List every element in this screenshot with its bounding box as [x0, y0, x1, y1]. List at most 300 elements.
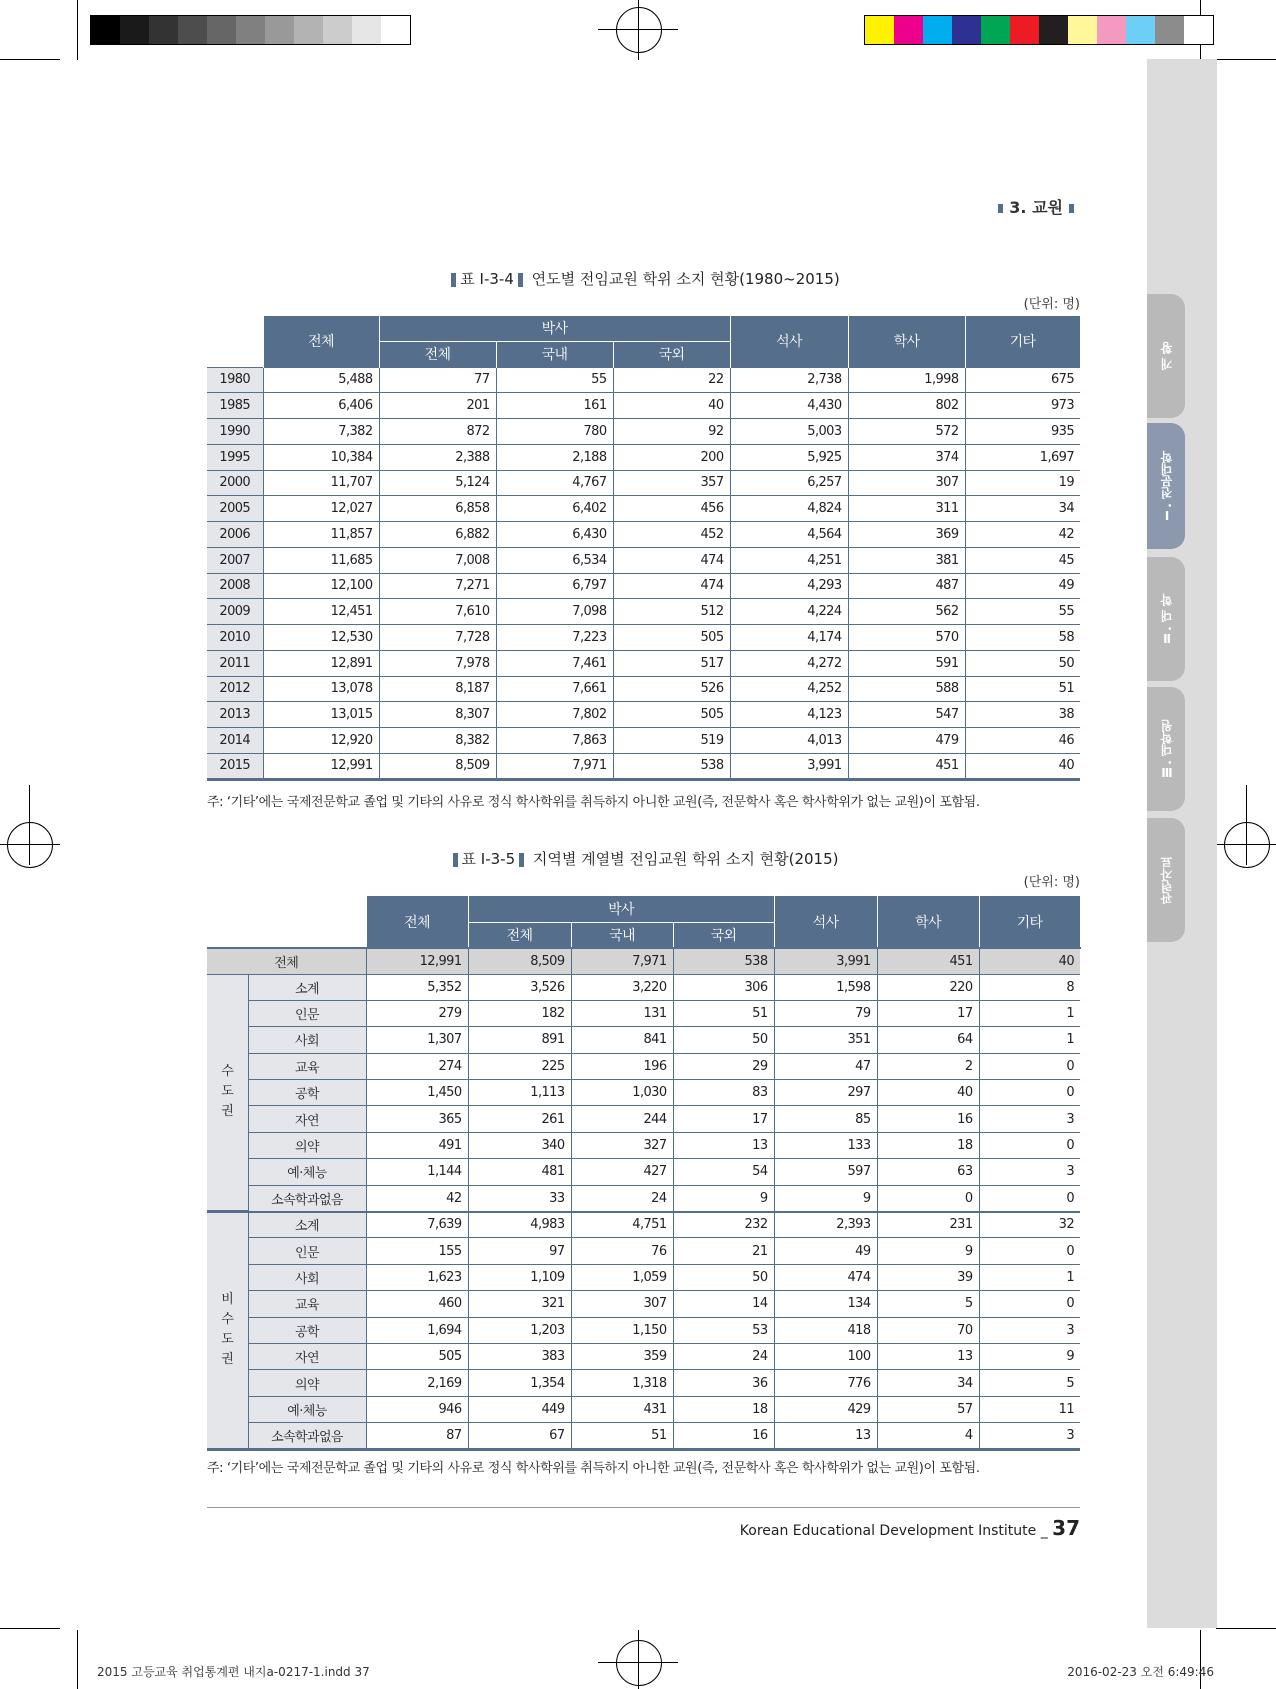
- value-cell: 5: [979, 1370, 1080, 1396]
- value-cell: 562: [848, 599, 965, 625]
- value-cell: 131: [571, 1000, 673, 1026]
- header-doctor-total: 전체: [468, 922, 571, 948]
- table-row: [207, 1423, 1080, 1449]
- value-cell: 38: [965, 702, 1080, 728]
- value-cell: 505: [613, 702, 730, 728]
- table1-title: [207, 268, 1080, 289]
- gray-color-bar: [90, 15, 411, 45]
- slug-timestamp: 2016-02-23 오전 6:49:46: [1067, 1665, 1214, 1679]
- value-cell: 935: [965, 419, 1080, 445]
- value-cell: 92: [613, 419, 730, 445]
- value-cell: 19: [965, 470, 1080, 496]
- value-cell: 841: [571, 1027, 673, 1053]
- value-cell: 1,109: [468, 1264, 571, 1290]
- color-swatch: [981, 16, 1010, 44]
- value-cell: 451: [877, 948, 979, 974]
- value-cell: 0: [979, 1080, 1080, 1106]
- value-cell: 225: [468, 1053, 571, 1079]
- field-cell: 자연: [248, 1106, 366, 1132]
- value-cell: 100: [774, 1343, 877, 1369]
- value-cell: 22: [613, 367, 730, 393]
- value-cell: 85: [774, 1106, 877, 1132]
- table-row: [207, 1343, 1080, 1369]
- table2-title: [207, 848, 1080, 869]
- field-cell: 교육: [248, 1053, 366, 1079]
- color-swatch: [178, 16, 207, 44]
- year-cell: 2012: [207, 676, 263, 702]
- value-cell: 8,509: [468, 948, 571, 974]
- value-cell: 3: [979, 1159, 1080, 1185]
- field-cell: 예·체능: [248, 1396, 366, 1422]
- field-cell: 인문: [248, 1238, 366, 1264]
- value-cell: 40: [979, 948, 1080, 974]
- value-cell: 6,257: [730, 470, 848, 496]
- footer-org: Korean Educational Development Institute _: [739, 1523, 1053, 1539]
- value-cell: 4,252: [730, 676, 848, 702]
- value-cell: 12,100: [263, 573, 379, 599]
- value-cell: 17: [673, 1106, 774, 1132]
- value-cell: 14: [673, 1291, 774, 1317]
- corner-cell: [207, 896, 366, 948]
- side-tab[interactable]: [1147, 423, 1185, 549]
- value-cell: 4,293: [730, 573, 848, 599]
- value-cell: 64: [877, 1027, 979, 1053]
- color-swatch: [91, 16, 120, 44]
- value-cell: 512: [613, 599, 730, 625]
- value-cell: 12,991: [263, 753, 379, 779]
- value-cell: 2,388: [379, 444, 496, 470]
- value-cell: 220: [877, 974, 979, 1000]
- value-cell: 351: [774, 1027, 877, 1053]
- field-cell: 인문: [248, 1000, 366, 1026]
- value-cell: 16: [877, 1106, 979, 1132]
- value-cell: 0: [979, 1291, 1080, 1317]
- value-cell: 374: [848, 444, 965, 470]
- value-cell: 588: [848, 676, 965, 702]
- field-cell: 사회: [248, 1264, 366, 1290]
- value-cell: 327: [571, 1132, 673, 1158]
- value-cell: 4,983: [468, 1212, 571, 1238]
- value-cell: 6,430: [496, 522, 613, 548]
- value-cell: 9: [979, 1343, 1080, 1369]
- table2-title-text: 지역별 계열별 전임교원 학위 소지 현황(2015): [532, 850, 839, 868]
- value-cell: 134: [774, 1291, 877, 1317]
- table-row: [207, 444, 1080, 470]
- value-cell: 6,406: [263, 393, 379, 419]
- field-cell: 공학: [248, 1080, 366, 1106]
- value-cell: 297: [774, 1080, 877, 1106]
- field-cell: 의약: [248, 1370, 366, 1396]
- value-cell: 182: [468, 1000, 571, 1026]
- year-cell: 2000: [207, 470, 263, 496]
- value-cell: 4: [877, 1423, 979, 1449]
- value-cell: 431: [571, 1396, 673, 1422]
- value-cell: 7,610: [379, 599, 496, 625]
- value-cell: 196: [571, 1053, 673, 1079]
- value-cell: 7,271: [379, 573, 496, 599]
- value-cell: 7,661: [496, 676, 613, 702]
- value-cell: 97: [468, 1238, 571, 1264]
- value-cell: 2,738: [730, 367, 848, 393]
- table-row: [207, 1185, 1080, 1211]
- table-row: [207, 974, 1080, 1000]
- value-cell: 279: [366, 1000, 468, 1026]
- table-row: [207, 1264, 1080, 1290]
- color-swatch: [352, 16, 381, 44]
- value-cell: 4,013: [730, 728, 848, 754]
- value-cell: 83: [673, 1080, 774, 1106]
- value-cell: 55: [496, 367, 613, 393]
- value-cell: 55: [965, 599, 1080, 625]
- value-cell: 4,751: [571, 1212, 673, 1238]
- value-cell: 3,526: [468, 974, 571, 1000]
- row-label: 전체: [207, 948, 366, 974]
- value-cell: 244: [571, 1106, 673, 1132]
- value-cell: 54: [673, 1159, 774, 1185]
- side-tab[interactable]: [1147, 294, 1185, 418]
- value-cell: 7,802: [496, 702, 613, 728]
- value-cell: 7,728: [379, 625, 496, 651]
- value-cell: 597: [774, 1159, 877, 1185]
- color-swatch: [294, 16, 323, 44]
- value-cell: 8,307: [379, 702, 496, 728]
- value-cell: 261: [468, 1106, 571, 1132]
- value-cell: 6,858: [379, 496, 496, 522]
- color-swatch: [1184, 16, 1213, 44]
- value-cell: 133: [774, 1132, 877, 1158]
- value-cell: 40: [965, 753, 1080, 779]
- side-tab-label: Ⅰ. 전문대학: [1159, 450, 1174, 522]
- table-row: [207, 753, 1080, 779]
- value-cell: 1,030: [571, 1080, 673, 1106]
- value-cell: 474: [613, 573, 730, 599]
- value-cell: 6,534: [496, 547, 613, 573]
- value-cell: 11: [979, 1396, 1080, 1422]
- color-swatch: [323, 16, 352, 44]
- value-cell: 3: [979, 1317, 1080, 1343]
- side-tab[interactable]: [1147, 687, 1185, 811]
- value-cell: 274: [366, 1053, 468, 1079]
- header-bachelor: 학사: [848, 316, 965, 367]
- region-group-label: [207, 1212, 248, 1450]
- color-swatch: [149, 16, 178, 44]
- header-domestic: 국내: [571, 922, 673, 948]
- value-cell: 8,187: [379, 676, 496, 702]
- value-cell: 12,891: [263, 650, 379, 676]
- section-header-text: 3. 교원: [1009, 198, 1063, 217]
- square-bullet-icon: [998, 204, 1003, 213]
- value-cell: 1,998: [848, 367, 965, 393]
- value-cell: 4,564: [730, 522, 848, 548]
- value-cell: 776: [774, 1370, 877, 1396]
- side-tab-label: Ⅲ. 대학원: [1159, 719, 1174, 779]
- value-cell: 18: [877, 1132, 979, 1158]
- value-cell: 51: [673, 1000, 774, 1026]
- value-cell: 570: [848, 625, 965, 651]
- value-cell: 8: [979, 974, 1080, 1000]
- table-row: [207, 367, 1080, 393]
- value-cell: 1,598: [774, 974, 877, 1000]
- value-cell: 13,078: [263, 676, 379, 702]
- header-doctor: 박사: [379, 316, 730, 341]
- table-row: [207, 1238, 1080, 1264]
- value-cell: 340: [468, 1132, 571, 1158]
- value-cell: 7,971: [571, 948, 673, 974]
- value-cell: 11,685: [263, 547, 379, 573]
- value-cell: 5,003: [730, 419, 848, 445]
- table-row: [207, 1000, 1080, 1026]
- value-cell: 7,008: [379, 547, 496, 573]
- header-master: 석사: [774, 896, 877, 948]
- bar-icon: [453, 853, 458, 867]
- process-color-bar: [864, 15, 1214, 45]
- value-cell: 1,623: [366, 1264, 468, 1290]
- table-row: [207, 496, 1080, 522]
- value-cell: 11,707: [263, 470, 379, 496]
- field-cell: 사회: [248, 1027, 366, 1053]
- value-cell: 200: [613, 444, 730, 470]
- table1-unit: (단위: 명): [1023, 297, 1080, 312]
- table-row: [207, 522, 1080, 548]
- value-cell: 16: [673, 1423, 774, 1449]
- table-row: [207, 419, 1080, 445]
- value-cell: 12,451: [263, 599, 379, 625]
- color-swatch: [865, 16, 894, 44]
- field-cell: 소속학과없음: [248, 1423, 366, 1449]
- value-cell: 1,150: [571, 1317, 673, 1343]
- value-cell: 34: [877, 1370, 979, 1396]
- value-cell: 7,978: [379, 650, 496, 676]
- color-swatch: [1039, 16, 1068, 44]
- value-cell: 3,220: [571, 974, 673, 1000]
- value-cell: 4,174: [730, 625, 848, 651]
- value-cell: 307: [571, 1291, 673, 1317]
- color-swatch: [1068, 16, 1097, 44]
- table-row: [207, 1080, 1080, 1106]
- value-cell: 427: [571, 1159, 673, 1185]
- table-row: [207, 650, 1080, 676]
- value-cell: 5,925: [730, 444, 848, 470]
- value-cell: 58: [965, 625, 1080, 651]
- value-cell: 53: [673, 1317, 774, 1343]
- side-tab-label: Ⅱ. 대 학: [1159, 593, 1174, 645]
- year-cell: 2011: [207, 650, 263, 676]
- year-cell: 2015: [207, 753, 263, 779]
- value-cell: 63: [877, 1159, 979, 1185]
- table-row: [207, 1106, 1080, 1132]
- value-cell: 45: [965, 547, 1080, 573]
- value-cell: 474: [613, 547, 730, 573]
- table-row: [207, 547, 1080, 573]
- value-cell: 538: [613, 753, 730, 779]
- value-cell: 357: [613, 470, 730, 496]
- region-group-label: [207, 974, 248, 1212]
- total-row: [207, 948, 1080, 974]
- header-other: 기타: [965, 316, 1080, 367]
- value-cell: 9: [673, 1185, 774, 1211]
- value-cell: 4,123: [730, 702, 848, 728]
- side-tab[interactable]: [1147, 557, 1185, 681]
- value-cell: 70: [877, 1317, 979, 1343]
- value-cell: 49: [774, 1238, 877, 1264]
- table1: [207, 316, 1081, 781]
- bar-icon: [519, 853, 524, 867]
- value-cell: 32: [979, 1212, 1080, 1238]
- color-swatch: [120, 16, 149, 44]
- corner-cell: [207, 316, 263, 367]
- field-cell: 의약: [248, 1132, 366, 1158]
- header-other: 기타: [979, 896, 1080, 948]
- color-swatch: [1155, 16, 1184, 44]
- region-name: 비 수 도 권: [221, 1292, 234, 1368]
- value-cell: 67: [468, 1423, 571, 1449]
- value-cell: 1,059: [571, 1264, 673, 1290]
- value-cell: 2: [877, 1053, 979, 1079]
- year-cell: 2008: [207, 573, 263, 599]
- value-cell: 3: [979, 1423, 1080, 1449]
- value-cell: 10,384: [263, 444, 379, 470]
- value-cell: 1,113: [468, 1080, 571, 1106]
- value-cell: 87: [366, 1423, 468, 1449]
- year-cell: 2013: [207, 702, 263, 728]
- value-cell: 79: [774, 1000, 877, 1026]
- value-cell: 460: [366, 1291, 468, 1317]
- value-cell: 307: [848, 470, 965, 496]
- color-swatch: [1010, 16, 1039, 44]
- page-number: 37: [1052, 1516, 1080, 1540]
- header-doctor-total: 전체: [379, 341, 496, 367]
- bar-icon: [451, 273, 456, 287]
- value-cell: 802: [848, 393, 965, 419]
- color-swatch: [236, 16, 265, 44]
- side-tab-label: 개 황: [1159, 341, 1174, 371]
- color-swatch: [265, 16, 294, 44]
- value-cell: 311: [848, 496, 965, 522]
- header-doctor: 박사: [468, 896, 774, 922]
- field-cell: 소계: [248, 1212, 366, 1238]
- value-cell: 675: [965, 367, 1080, 393]
- value-cell: 13,015: [263, 702, 379, 728]
- page-footer: [740, 1516, 1080, 1540]
- value-cell: 591: [848, 650, 965, 676]
- value-cell: 383: [468, 1343, 571, 1369]
- value-cell: 50: [673, 1264, 774, 1290]
- value-cell: 11,857: [263, 522, 379, 548]
- value-cell: 452: [613, 522, 730, 548]
- value-cell: 1,450: [366, 1080, 468, 1106]
- header-total: 전체: [366, 896, 468, 948]
- slug-filename: 2015 고등교육 취업통계편 내지a-0217-1.indd 37: [97, 1665, 370, 1679]
- year-cell: 1990: [207, 419, 263, 445]
- value-cell: 12,027: [263, 496, 379, 522]
- table2: [207, 896, 1081, 1451]
- value-cell: 1,203: [468, 1317, 571, 1343]
- value-cell: 891: [468, 1027, 571, 1053]
- value-cell: 429: [774, 1396, 877, 1422]
- table-row: [207, 676, 1080, 702]
- value-cell: 8,382: [379, 728, 496, 754]
- value-cell: 946: [366, 1396, 468, 1422]
- value-cell: 1: [979, 1027, 1080, 1053]
- value-cell: 24: [571, 1185, 673, 1211]
- side-tab[interactable]: [1147, 818, 1185, 942]
- value-cell: 0: [979, 1238, 1080, 1264]
- value-cell: 505: [366, 1343, 468, 1369]
- value-cell: 39: [877, 1264, 979, 1290]
- value-cell: 18: [673, 1396, 774, 1422]
- value-cell: 5: [877, 1291, 979, 1317]
- value-cell: 7,461: [496, 650, 613, 676]
- value-cell: 13: [877, 1343, 979, 1369]
- table-row: [207, 702, 1080, 728]
- year-cell: 2005: [207, 496, 263, 522]
- table1-note: 주: ‘기타’에는 국제전문학교 졸업 및 기타의 사유로 정식 학사학위를 취득하지 아니한 교원(즉, 전문학사 혹은 학사학위가 없는 교원)이 포함됨.: [207, 795, 980, 810]
- value-cell: 6,882: [379, 522, 496, 548]
- value-cell: 517: [613, 650, 730, 676]
- value-cell: 7,639: [366, 1212, 468, 1238]
- value-cell: 973: [965, 393, 1080, 419]
- color-swatch: [207, 16, 236, 44]
- value-cell: 13: [673, 1132, 774, 1158]
- value-cell: 7,971: [496, 753, 613, 779]
- field-cell: 소계: [248, 974, 366, 1000]
- table-row: [207, 1027, 1080, 1053]
- table1-title-text: 연도별 전임교원 학위 소지 현황(1980~2015): [531, 270, 840, 288]
- value-cell: 12,991: [366, 948, 468, 974]
- value-cell: 40: [613, 393, 730, 419]
- table-row: [207, 1291, 1080, 1317]
- color-swatch: [1126, 16, 1155, 44]
- year-cell: 1980: [207, 367, 263, 393]
- value-cell: 572: [848, 419, 965, 445]
- value-cell: 9: [877, 1238, 979, 1264]
- value-cell: 505: [613, 625, 730, 651]
- value-cell: 5,488: [263, 367, 379, 393]
- table-row: [207, 1132, 1080, 1158]
- year-cell: 2014: [207, 728, 263, 754]
- value-cell: 6,797: [496, 573, 613, 599]
- value-cell: 12,920: [263, 728, 379, 754]
- value-cell: 12,530: [263, 625, 379, 651]
- value-cell: 57: [877, 1396, 979, 1422]
- value-cell: 42: [366, 1185, 468, 1211]
- value-cell: 474: [774, 1264, 877, 1290]
- value-cell: 46: [965, 728, 1080, 754]
- color-swatch: [1097, 16, 1126, 44]
- field-cell: 자연: [248, 1343, 366, 1369]
- value-cell: 0: [877, 1185, 979, 1211]
- value-cell: 3,991: [730, 753, 848, 779]
- value-cell: 6,402: [496, 496, 613, 522]
- value-cell: 0: [979, 1185, 1080, 1211]
- value-cell: 1,354: [468, 1370, 571, 1396]
- value-cell: 369: [848, 522, 965, 548]
- table1-number: 표 Ⅰ-3-4: [460, 270, 514, 288]
- value-cell: 7,223: [496, 625, 613, 651]
- value-cell: 7,098: [496, 599, 613, 625]
- square-bullet-icon: [1069, 204, 1074, 213]
- value-cell: 21: [673, 1238, 774, 1264]
- value-cell: 49: [965, 573, 1080, 599]
- value-cell: 4,251: [730, 547, 848, 573]
- table-row: [207, 1053, 1080, 1079]
- value-cell: 232: [673, 1212, 774, 1238]
- value-cell: 451: [848, 753, 965, 779]
- value-cell: 4,224: [730, 599, 848, 625]
- color-swatch: [923, 16, 952, 44]
- value-cell: 51: [965, 676, 1080, 702]
- header-domestic: 국내: [496, 341, 613, 367]
